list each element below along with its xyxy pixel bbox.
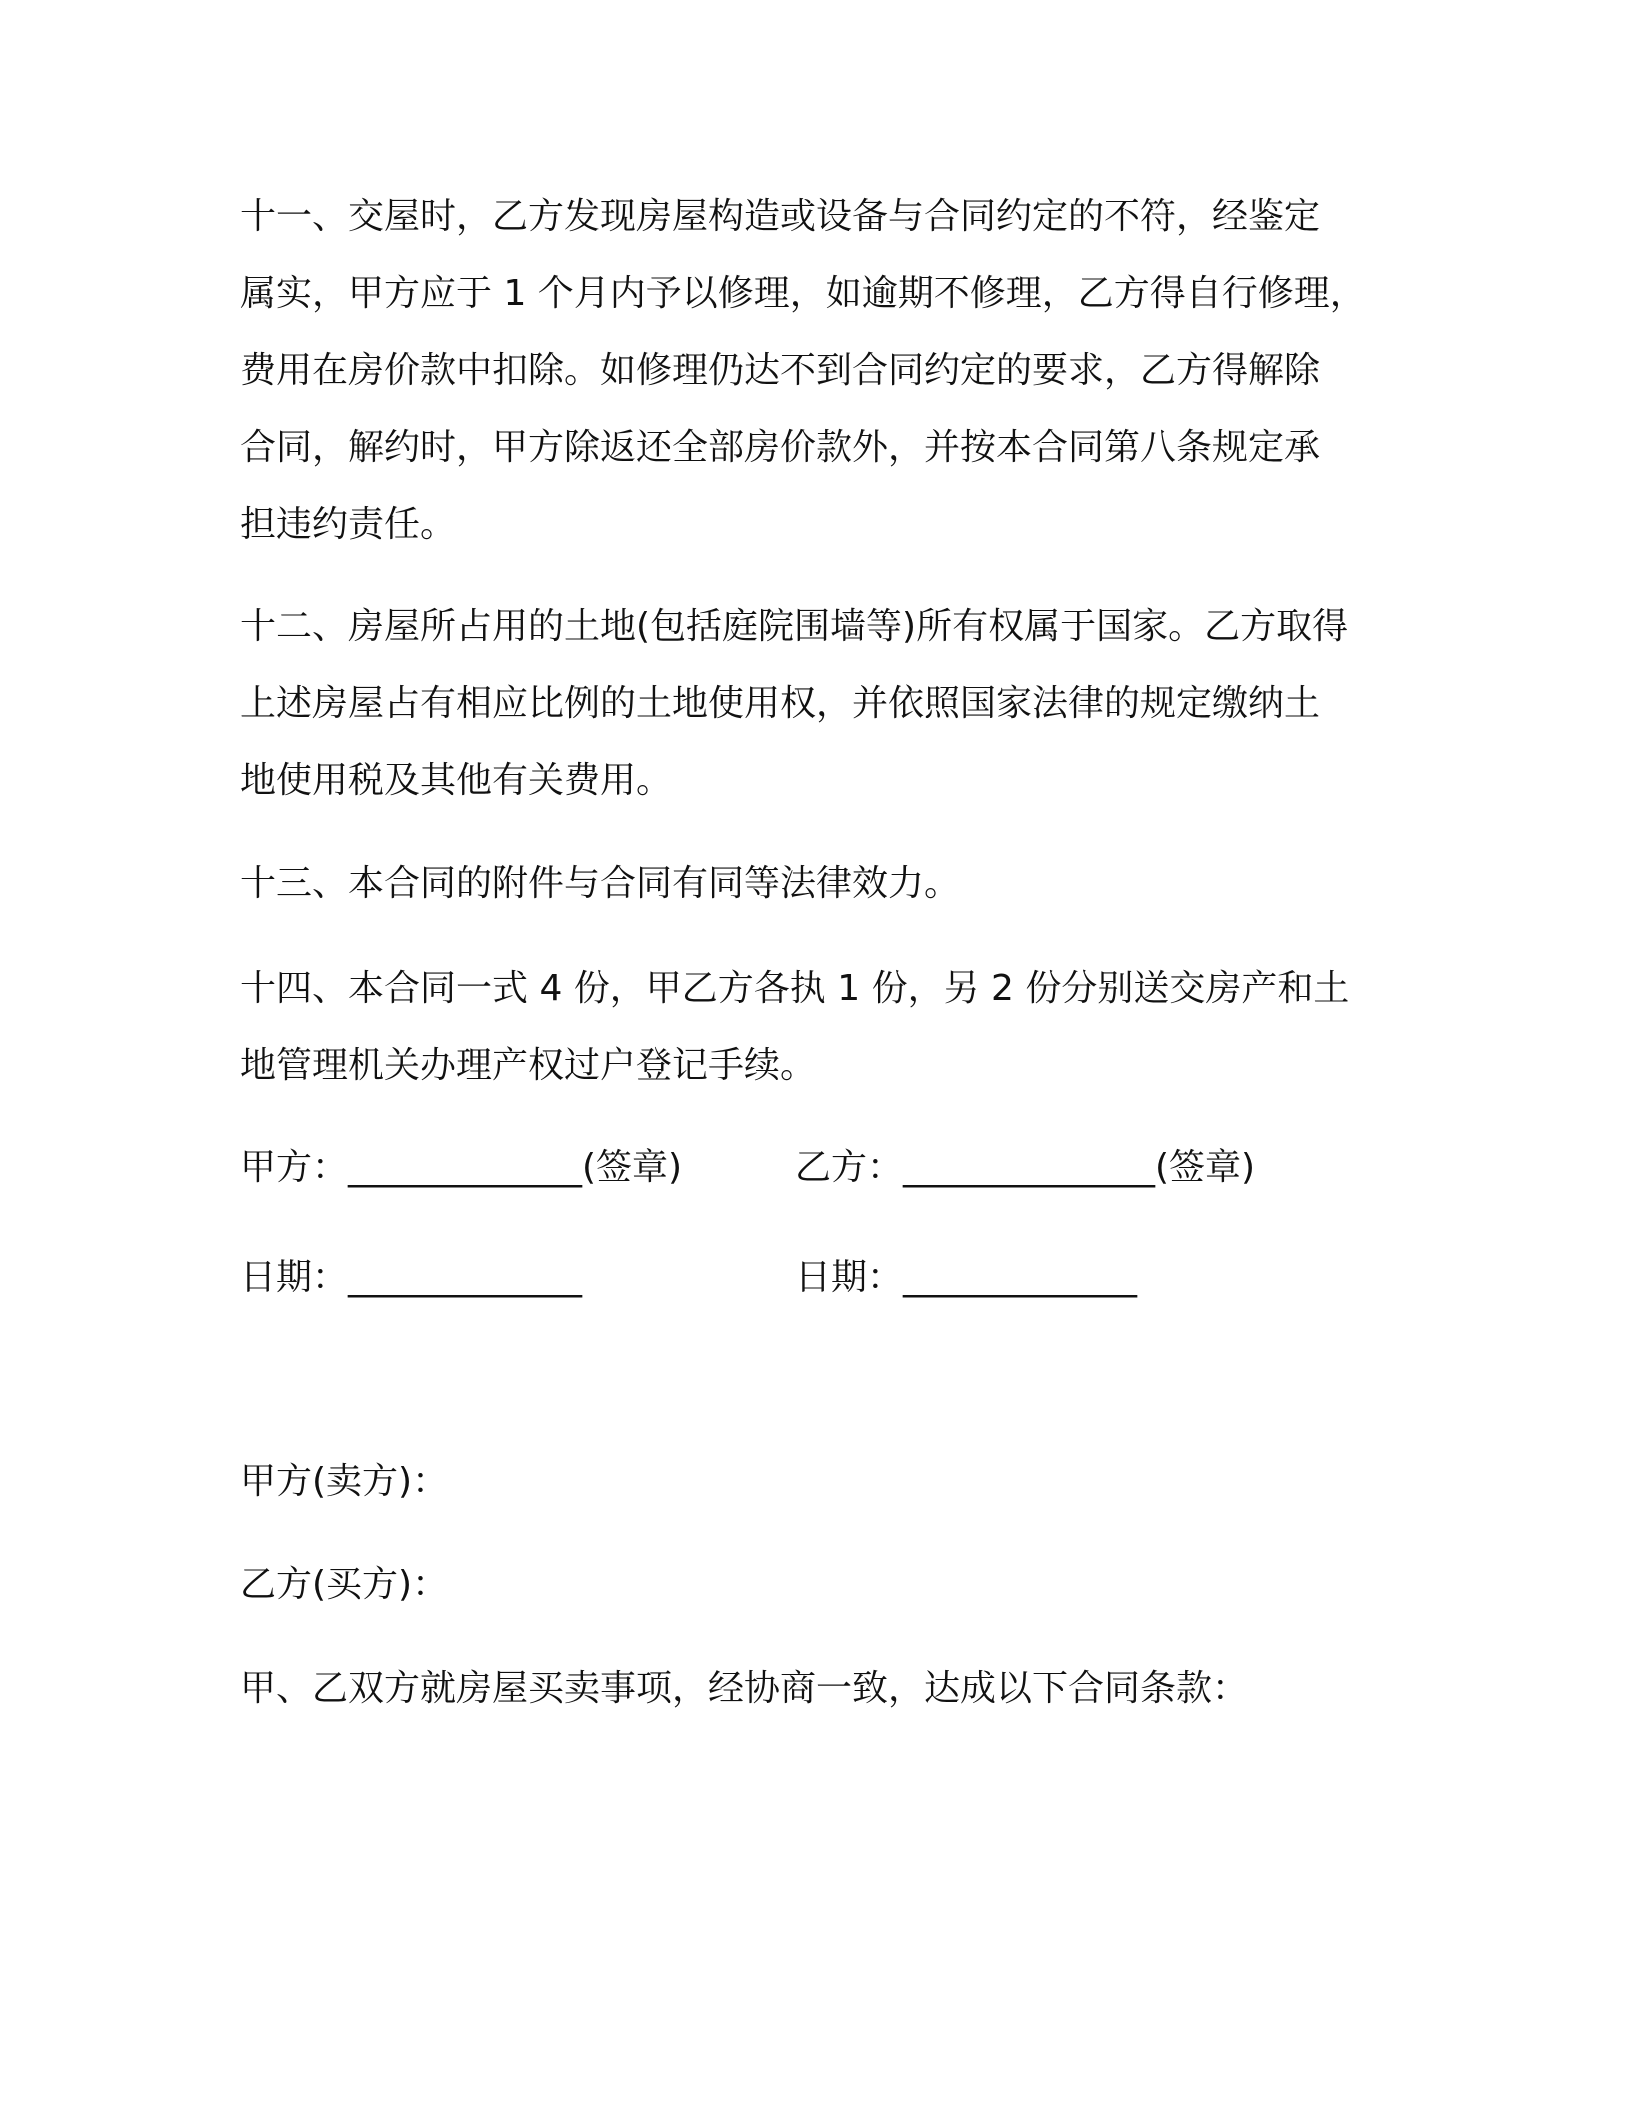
clause-11 <box>240 178 1390 563</box>
clause-line: 上述房屋占有相应比例的土地使用权，并依照国家法律的规定缴纳土 <box>240 683 1321 724</box>
clause-line: 十一、交屋时，乙方发现房屋构造或设备与合同约定的不符，经鉴定 <box>240 196 1321 237</box>
clause-line: 十三、本合同的附件与合同有同等法律效力。 <box>240 863 961 904</box>
party-a-signature-line: 甲方：_____________(签章) <box>240 1147 683 1188</box>
clause-12 <box>240 588 1390 819</box>
clause-line: 费用在房价款中扣除。如修理仍达不到合同约定的要求，乙方得解除 <box>240 350 1321 391</box>
contract-intro: 甲、乙双方就房屋买卖事项，经协商一致，达成以下合同条款： <box>240 1668 1249 1709</box>
clause-line: 地使用税及其他有关费用。 <box>240 760 673 801</box>
party-b-signature-line: 乙方：______________(签章) <box>795 1147 1256 1188</box>
clause-13 <box>240 845 1390 922</box>
party-b-date-line: 日期：_____________ <box>795 1257 1138 1298</box>
clause-line: 地管理机关办理产权过户登记手续。 <box>240 1045 817 1086</box>
clause-line: 担违约责任。 <box>240 504 457 545</box>
party-a-date-line: 日期：_____________ <box>240 1257 583 1298</box>
buyer-label: 乙方(买方)： <box>240 1564 449 1605</box>
clause-line: 属实，甲方应于 1 个月内予以修理，如逾期不修理，乙方得自行修理， <box>240 273 1366 314</box>
clause-line: 十二、房屋所占用的土地(包括庭院围墙等)所有权属于国家。乙方取得 <box>240 606 1349 647</box>
seller-label: 甲方(卖方)： <box>240 1461 449 1502</box>
clause-line: 合同，解约时，甲方除返还全部房价款外，并按本合同第八条规定承 <box>240 427 1321 468</box>
clause-14 <box>240 950 1390 1104</box>
clause-line: 十四、本合同一式 4 份，甲乙方各执 1 份，另 2 份分别送交房产和土 <box>240 968 1350 1009</box>
